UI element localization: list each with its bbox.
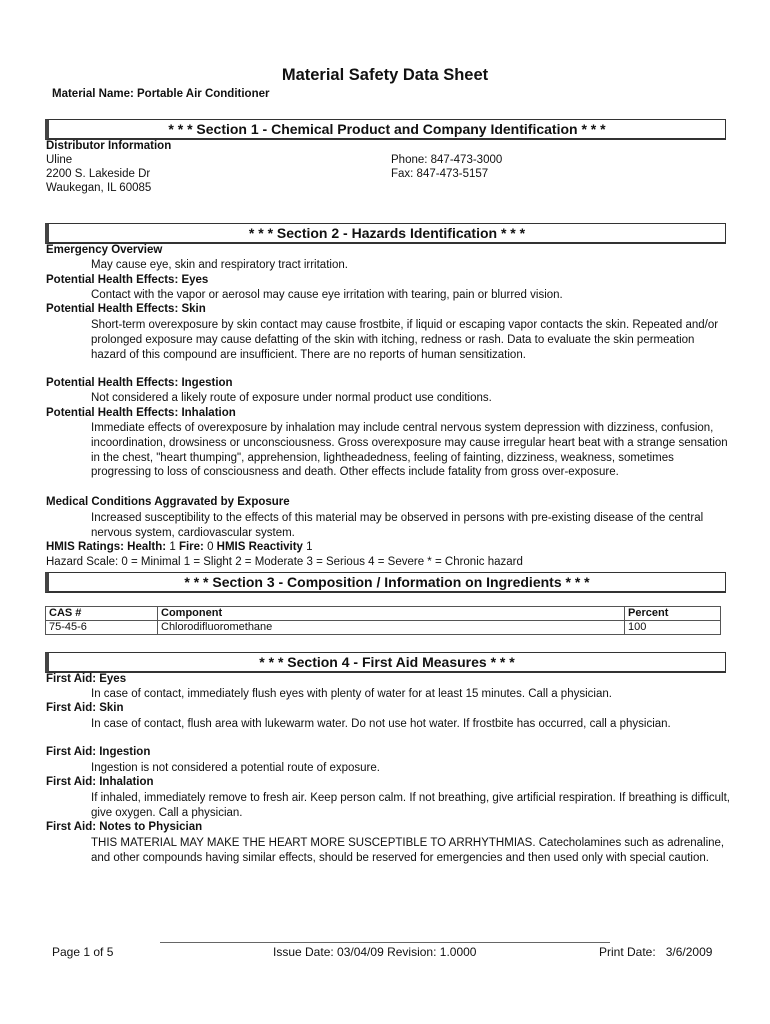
first-aid-skin-label: First Aid: Skin — [46, 702, 124, 714]
skin-effects-text: Short-term overexposure by skin contact may cause frostbite, if liquid or escaping vapor contacts the skin. Repeated and/or prolonged exposure may cause defatting of the skin with itching, redness or rash. Data to evaluate the skin permeation hazard of this compound are insufficient. There are no reports of human sensitization. — [91, 319, 719, 361]
section-2-header: * * * Section 2 - Hazards Identification * * * — [45, 223, 726, 244]
hazard-scale: Hazard Scale: 0 = Minimal 1 = Slight 2 = Moderate 3 = Serious 4 = Severe * = Chronic hazard — [46, 556, 523, 568]
cas-cell: 75-45-6 — [46, 621, 158, 635]
ingestion-effects-label: Potential Health Effects: Ingestion — [46, 377, 233, 389]
distributor-address-2: Waukegan, IL 60085 — [46, 182, 152, 194]
composition-table — [45, 606, 721, 635]
emergency-overview-label: Emergency Overview — [46, 244, 163, 256]
section-1-header: * * * Section 1 - Chemical Product and Company Identification * * * — [45, 119, 726, 140]
first-aid-ingestion-text: Ingestion is not considered a potential route of exposure. — [91, 762, 380, 774]
component-cell: Chlorodifluoromethane — [158, 621, 625, 635]
hmis-health-value: 1 — [169, 541, 176, 553]
first-aid-notes-label: First Aid: Notes to Physician — [46, 821, 203, 833]
footer-divider — [160, 942, 610, 943]
hmis-fire-label: Fire: — [178, 541, 204, 553]
emergency-overview-text: May cause eye, skin and respiratory tract irritation. — [91, 259, 348, 271]
ingestion-effects-text: Not considered a likely route of exposure under normal product use conditions. — [91, 392, 492, 404]
col-percent-header: Percent — [625, 607, 721, 621]
skin-effects-label: Potential Health Effects: Skin — [46, 303, 206, 315]
first-aid-inhalation-text: If inhaled, immediately remove to fresh air. Keep person calm. If not breathing, give artificial respiration. If breathing is difficult, give oxygen. Call a physician. — [91, 792, 730, 819]
first-aid-inhalation-label: First Aid: Inhalation — [46, 776, 154, 788]
footer-print-date — [599, 945, 712, 959]
section-4-header: * * * Section 4 - First Aid Measures * * * — [45, 652, 726, 673]
hmis-reactivity-label: HMIS Reactivity — [216, 541, 303, 553]
hmis-fire-value: 0 — [207, 541, 214, 553]
eyes-effects-text: Contact with the vapor or aerosol may cause eye irritation with tearing, pain or blurred vision. — [91, 289, 563, 301]
distributor-company: Uline — [46, 154, 73, 166]
section-3-header: * * * Section 3 - Composition / Information on Ingredients * * * — [45, 572, 726, 593]
first-aid-ingestion-label: First Aid: Ingestion — [46, 746, 151, 758]
medical-conditions-text: Increased susceptibility to the effects of this material may be observed in persons with pre-existing disease of the central nervous system, cardiovascular system. — [91, 512, 704, 539]
percent-cell: 100 — [625, 621, 721, 635]
first-aid-notes-text: THIS MATERIAL MAY MAKE THE HEART MORE SUSCEPTIBLE TO ARRHYTHMIAS. Catecholamines such as adrenaline, and other compounds having similar effects, should be reserved for emergencies and then used only with special caution. — [91, 837, 725, 864]
hmis-ratings — [46, 541, 313, 553]
distributor-fax: Fax: 847-473-5157 — [391, 168, 489, 180]
distributor-label: Distributor Information — [46, 140, 172, 152]
distributor-phone: Phone: 847-473-3000 — [391, 154, 503, 166]
medical-conditions-label: Medical Conditions Aggravated by Exposure — [46, 496, 290, 508]
first-aid-eyes-label: First Aid: Eyes — [46, 673, 127, 685]
col-component-header: Component — [158, 607, 625, 621]
inhalation-effects-text: Immediate effects of overexposure by inhalation may include central nervous system depression with dizziness, confusion, incoordination, drowsiness or unconsciousness. Gross overexposure may cause irregular heart beat with a strange sensation in the chest, "heart thumping", apprehension, lightheadedness, feeling of fainting, dizziness, weakness, sometimes progressing to loss of consciousness and death. Other effects include fatality from gross over-exposure. — [91, 422, 728, 479]
inhalation-effects-label: Potential Health Effects: Inhalation — [46, 407, 236, 419]
first-aid-eyes-text: In case of contact, immediately flush eyes with plenty of water for at least 15 minutes. Call a physician. — [91, 688, 612, 700]
hmis-reactivity-value: 1 — [306, 541, 313, 553]
footer-issue-revision: Issue Date: 03/04/09 Revision: 1.0000 — [273, 945, 477, 959]
print-date-label: Print Date: — [599, 945, 656, 959]
hmis-health-label: HMIS Ratings: Health: — [46, 541, 167, 553]
distributor-address-1: 2200 S. Lakeside Dr — [46, 168, 151, 180]
composition-header-row — [46, 607, 721, 621]
eyes-effects-label: Potential Health Effects: Eyes — [46, 274, 209, 286]
first-aid-skin-text: In case of contact, flush area with lukewarm water. Do not use hot water. If frostbite has occurred, call a physician. — [91, 718, 671, 730]
footer-page-number: Page 1 of 5 — [52, 945, 114, 959]
material-name: Material Name: Portable Air Conditioner — [52, 88, 270, 100]
document-title: Material Safety Data Sheet — [281, 66, 489, 84]
print-date-value: 3/6/2009 — [665, 945, 713, 959]
col-cas-header: CAS # — [46, 607, 158, 621]
table-row — [46, 621, 721, 635]
